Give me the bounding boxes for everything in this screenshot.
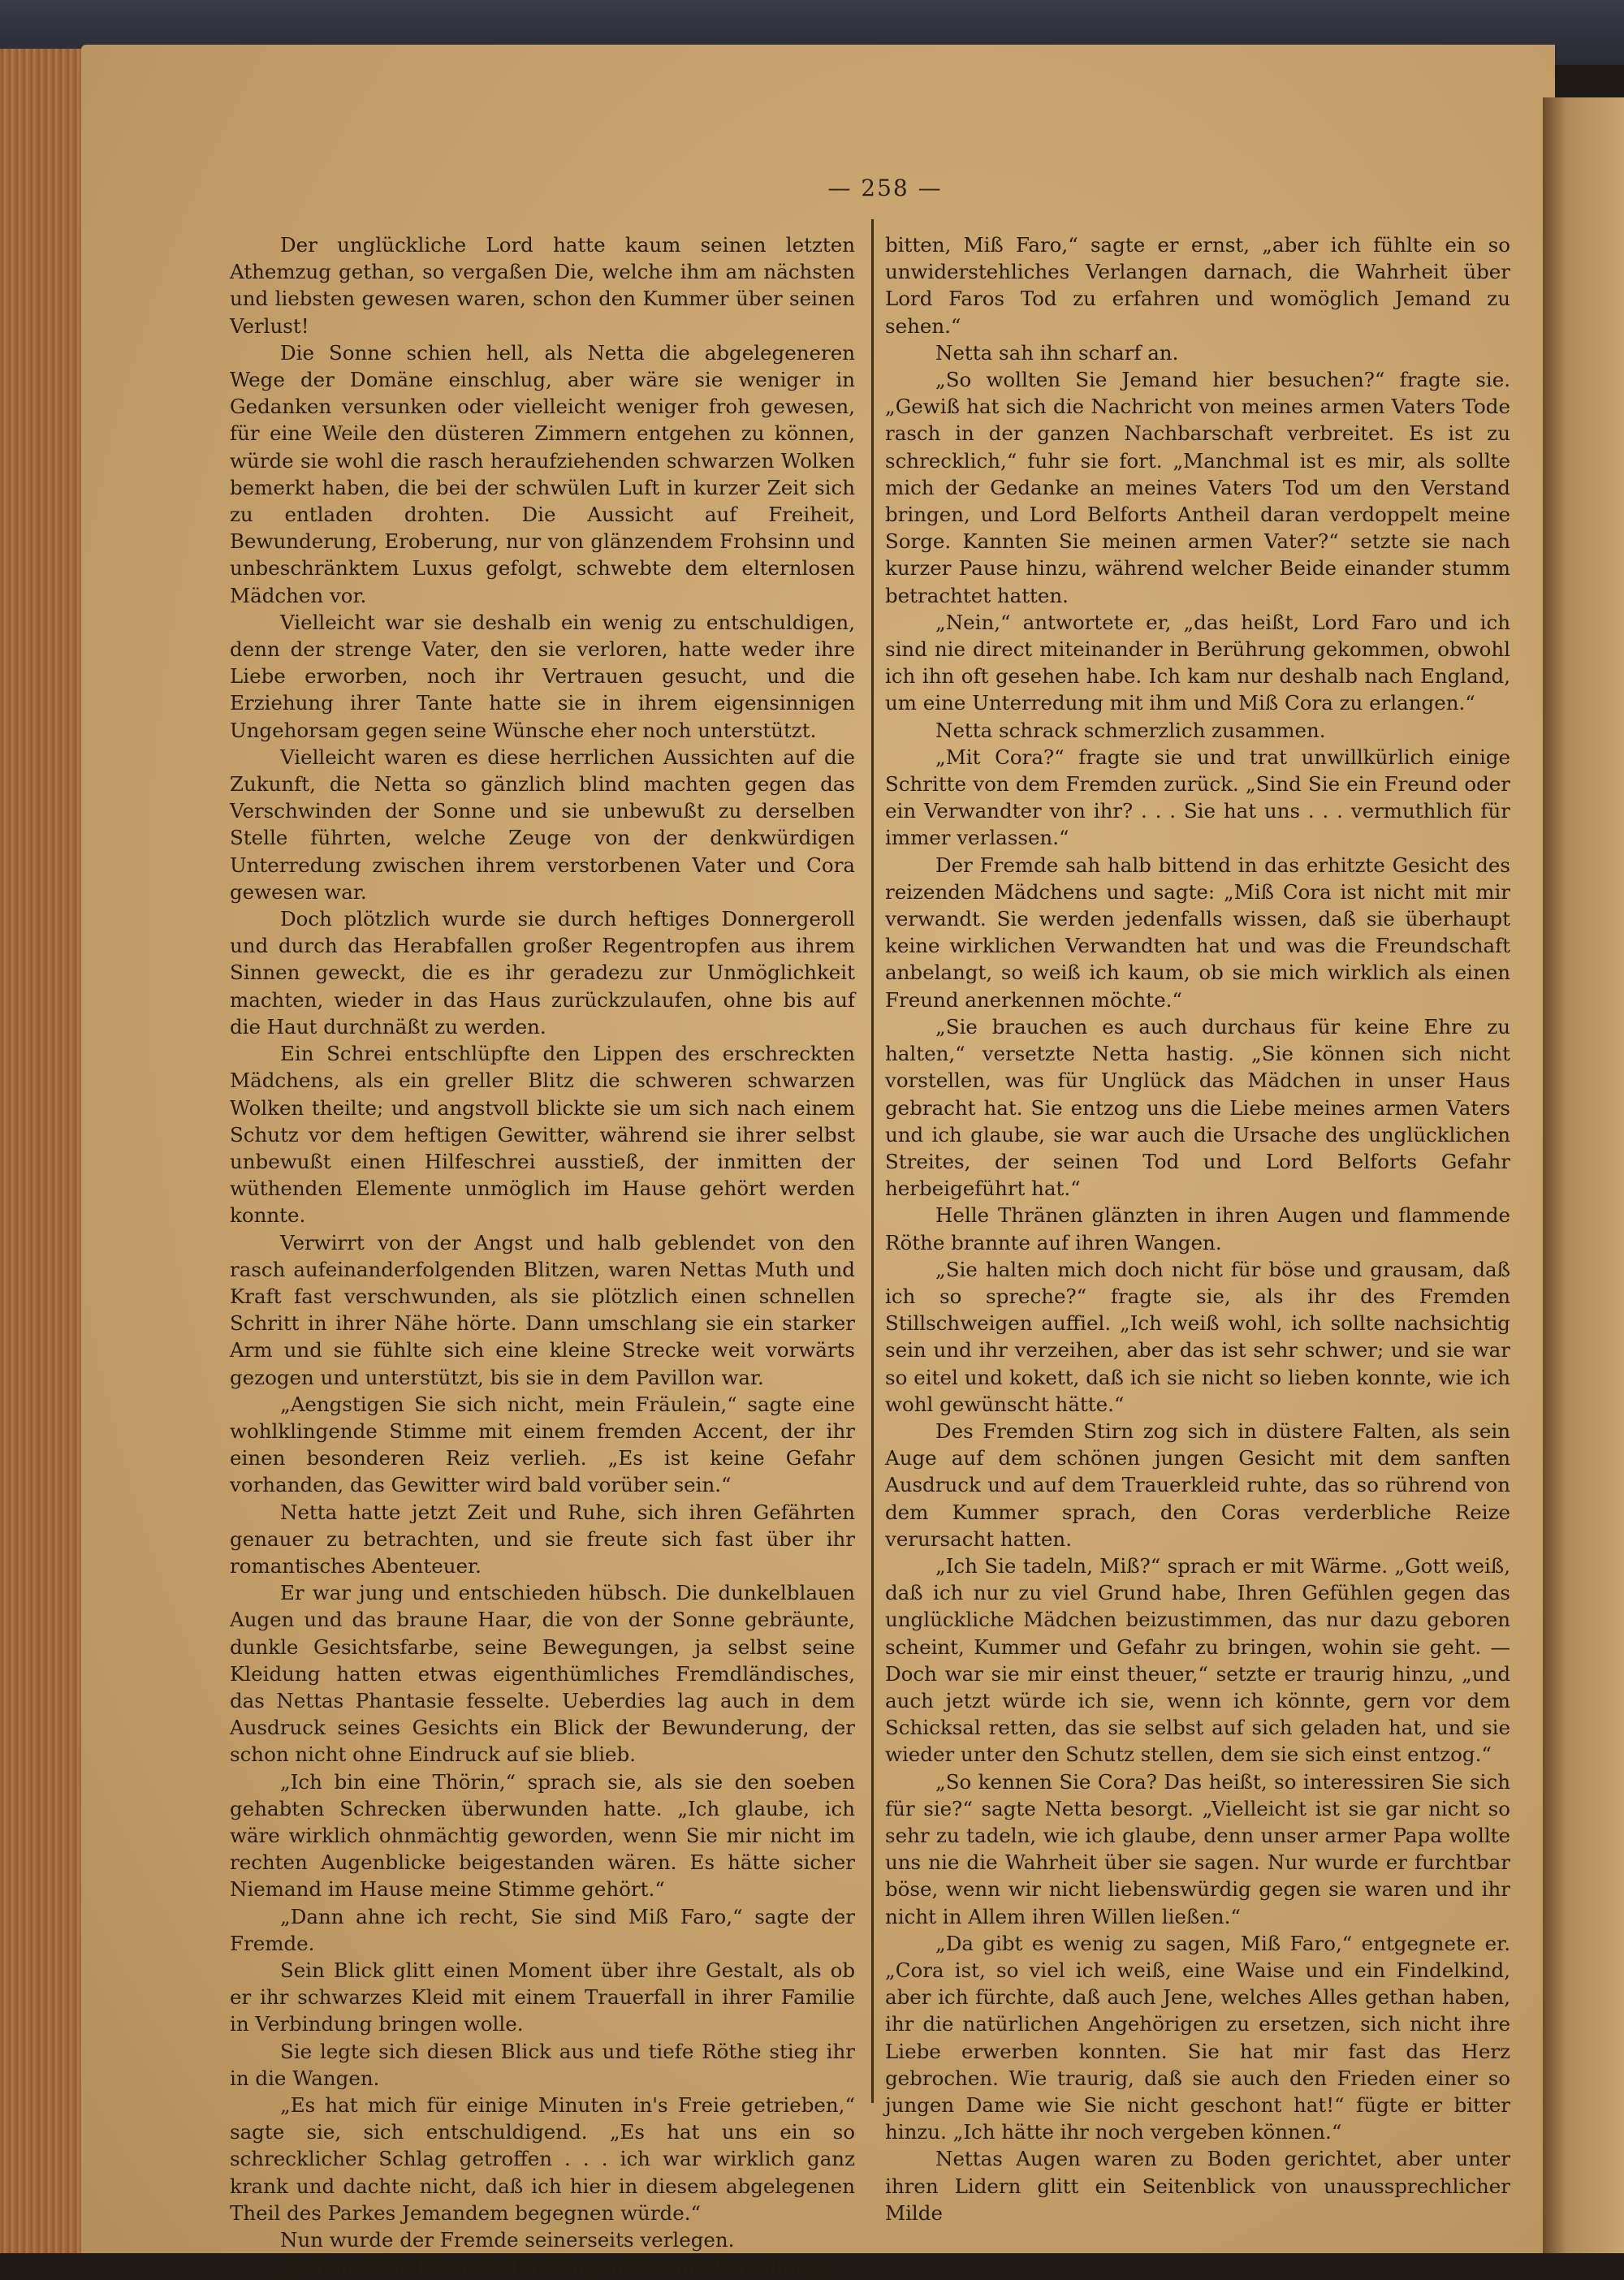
paragraph: Doch plötzlich wurde sie durch heftiges Donnergeroll und durch das Herabfallen großer Regentropfen aus ihrem Sinnen geweckt, die es ihr geradezu zur Unmöglichkeit machten, wieder in das Haus zurückzulaufen, ohne bis auf die Haut durchnäßt zu werden. <box>230 907 855 1039</box>
paragraph: „Aengstigen Sie sich nicht, mein Fräulein,“ sagte eine wohlklingende Stimme mit einem fremden Accent, der ihr einen besonderen Reiz verlieh. „Es ist keine Gefahr vorhanden, das Gewitter wird bald vorüber sein.“ <box>230 1392 855 1497</box>
paragraph: Der unglückliche Lord hatte kaum seinen letzten Athemzug gethan, so vergaßen Die, welche ihm am nächsten und liebsten gewesen waren, schon den Kummer über seinen Verlust! <box>230 233 855 338</box>
paragraph: „Da gibt es wenig zu sagen, Miß Faro,“ entgegnete er. „Cora ist, so viel ich weiß, eine Waise und ein Findelkind, aber ich fürchte, daß auch Jene, welches Alles gethan haben, ihr die natürlichen Angehörigen zu ersetzen, sich nicht ihre Liebe erwerben konnten. Sie hat mir fast das Herz gebrochen. Wie traurig, daß sie auch den Frieden einer so jungen Dame wie Sie nicht geschont hat!“ fügte er bitter hinzu. „Ich hätte ihr noch vergeben können.“ <box>885 1931 1510 2144</box>
paragraph: Nun wurde der Fremde seinerseits verlegen. <box>280 2228 735 2252</box>
column-divider <box>871 219 874 2103</box>
right-column <box>885 231 1510 2226</box>
paragraph: Helle Thränen glänzten in ihren Augen und flammende Röthe brannte auf ihren Wangen. <box>885 1203 1510 1254</box>
paragraph: Vielleicht waren es diese herrlichen Aussichten auf die Zukunft, die Netta so gänzlich blind machten gegen das Verschwinden der Sonne und sie unbewußt zu derselben Stelle führten, welche Zeuge von der denkwürdigen Unterredung zwischen ihrem verstorbenen Vater und Cora gewesen war. <box>230 745 855 904</box>
paragraph: Netta hatte jetzt Zeit und Ruhe, sich ihren Gefährten genauer zu betrachten, und sie freute sich fast über ihr romantisches Abenteuer. <box>230 1500 855 1578</box>
paragraph: Vielleicht war sie deshalb ein wenig zu entschuldigen, denn der strenge Vater, den sie verloren, hatte weder ihre Liebe erworben, noch ihr Vertrauen gesucht, und die Erziehung ihrer Tante hatte sie in ihrem eigensinnigen Ungehorsam gegen seine Wünsche eher noch unterstützt. <box>230 610 855 742</box>
paragraph: Verwirrt von der Angst und halb geblendet von den rasch aufeinanderfolgenden Blitzen, waren Nettas Muth und Kraft fast verschwunden, als sie plötzlich einen schnellen Schritt in ihrer Nähe hörte. Dann umschlang sie ein starker Arm und sie fühlte sich eine kleine Strecke weit vorwärts gezogen und unterstützt, bis sie in dem Pavillon war. <box>230 1230 855 1389</box>
paragraph: Des Fremden Stirn zog sich in düstere Falten, als sein Auge auf dem schönen jungen Gesicht mit dem sanften Ausdruck und auf dem Trauerkleid ruhte, das so rührend von dem Kummer sprach, den Coras verderbliche Reize verursacht hatten. <box>885 1419 1510 1551</box>
paragraph: „Sie brauchen es auch durchaus für keine Ehre zu halten,“ versetzte Netta hastig. „Sie können sich nicht vorstellen, was für Unglück das Mädchen in unser Haus gebracht hat. Sie entzog uns die Liebe meines armen Vaters und ich glaube, sie war auch die Ursache des unglücklichen Streites, der seinen Tod und Lord Belforts Gefahr herbeigeführt hat.“ <box>885 1014 1510 1201</box>
left-column <box>230 231 855 2280</box>
paragraph: „Ich bin eine Thörin,“ sprach sie, als sie den soeben gehabten Schrecken überwunden hatte. „Ich glaube, ich wäre wirklich ohnmächtig geworden, wenn Sie mir nicht im rechten Augenblicke beigestanden wären. Es hätte sicher Niemand im Hause meine Stimme gehört.“ <box>230 1769 855 1902</box>
paragraph: Ein Schrei entschlüpfte den Lippen des erschreckten Mädchens, als ein greller Blitz die schweren schwarzen Wolken theilte; und angstvoll blickte sie um sich nach einem Schutz vor dem heftigen Gewitter, während sie ihrer selbst unbewußt einen Hilfeschrei ausstieß, der inmitten der wüthenden Elemente unmöglich im Hause gehört werden konnte. <box>230 1042 855 1228</box>
paragraph: Die Sonne schien hell, als Netta die abgelegeneren Wege der Domäne einschlug, aber wäre sie weniger in Gedanken versunken oder vielleicht weniger froh gewesen, für eine Weile den düsteren Zimmern entgehen zu können, würde sie wohl die rasch heraufziehenden schwarzen Wolken bemerkt haben, die bei der schwülen Luft in kurzer Zeit sich zu entladen drohten. Die Aussicht auf Freiheit, Bewunderung, Eroberung, nur von glänzendem Frohsinn und unbeschränktem Luxus gefolgt, schwebte dem elternlosen Mädchen vor. <box>230 340 855 607</box>
paragraph: „Dann ahne ich recht, Sie sind Miß Faro,“ sagte der Fremde. <box>230 1904 855 1955</box>
paragraph: Der Fremde sah halb bittend in das erhitzte Gesicht des reizenden Mädchens und sagte: „Miß Cora ist nicht mit mir verwandt. Sie werden jedenfalls wissen, daß sie überhaupt keine wirklichen Verwandten hat und was die Freundschaft anbelangt, so weiß ich kaum, ob sie mich wirklich als einen Freund anerkennen möchte.“ <box>885 853 1510 1012</box>
paragraph: Sie legte sich diesen Blick aus und tiefe Röthe stieg ihr in die Wangen. <box>230 2039 855 2090</box>
paragraph: „Es hat mich für einige Minuten in's Freie getrieben,“ sagte sie, sich entschuldigend. „Es hat uns ein so schrecklicher Schlag getroffen . . . ich war wirklich ganz krank und dachte nicht, daß ich hier in diesem abgelegenen Theil des Parkes Jemandem begegnen würde.“ <box>230 2093 855 2225</box>
paragraph: Nettas Augen waren zu Boden gerichtet, aber unter ihren Lidern glitt ein Seitenblick von unaussprechlicher Milde <box>885 2147 1510 2225</box>
paragraph: bitten, Miß Faro,“ sagte er ernst, „aber ich fühlte ein so unwiderstehliches Verlangen darnach, die Wahrheit über Lord Faros Tod zu erfahren und womöglich Jemand zu sehen.“ <box>885 233 1510 338</box>
paragraph: „Nein,“ antwortete er, „das heißt, Lord Faro und ich sind nie direct miteinander in Berührung gekommen, obwohl ich ihn oft gesehen habe. Ich kam nur deshalb nach England, um eine Unterredung mit ihm und Miß Cora zu erlangen.“ <box>885 610 1510 715</box>
paragraph: Er war jung und entschieden hübsch. Die dunkelblauen Augen und das braune Haar, die von der Sonne gebräunte, dunkle Gesichtsfarbe, seine Bewegungen, ja selbst seine Kleidung hatten etwas eigenthümliches Fremdländisches, das Nettas Phantasie fesselte. Ueberdies lag auch in dem Ausdruck seines Gesichts ein Blick der Bewunderung, der schon nicht ohne Eindruck auf sie blieb. <box>230 1581 855 1767</box>
paragraph: „Sie halten mich doch nicht für böse und grausam, daß ich so spreche?“ fragte sie, als ihr des Fremden Stillschweigen auffiel. „Ich weiß wohl, ich sollte nachsichtig sein und ihr verzeihen, aber das ist sehr schwer; und sie war so eitel und kokett, daß ich sie nicht so lieben konnte, wie ich wohl gewünscht hätte.“ <box>885 1257 1510 1416</box>
paragraph: „Ich muß Sie für mein Eindringen hier um Verzeihung <box>280 2255 827 2279</box>
paragraph: „Mit Cora?“ fragte sie und trat unwillkürlich einige Schritte von dem Fremden zurück. „Sind Sie ein Freund oder ein Verwandter von ihr? . . . Sie hat uns . . . vermuthlich für immer verlassen.“ <box>885 745 1510 850</box>
page-number: — 258 — <box>827 175 943 201</box>
paragraph: „So kennen Sie Cora? Das heißt, so interessiren Sie sich für sie?“ sagte Netta besorgt. „Vielleicht ist sie gar nicht so sehr zu tadeln, wie ich glaube, denn unser armer Papa wollte uns nie die Wahrheit über sie sagen. Nur wurde er furchtbar böse, wenn wir nicht liebenswürdig gegen sie waren und ihr nicht in Allem ihren Willen ließen.“ <box>885 1769 1510 1928</box>
next-page-edge <box>1543 97 1624 2253</box>
paragraph: „Ich Sie tadeln, Miß?“ sprach er mit Wärme. „Gott weiß, daß ich nur zu viel Grund habe, Ihren Gefühlen gegen das unglückliche Mädchen beizustimmen, das nur dazu geboren scheint, Kummer und Gefahr zu bringen, wohin sie geht. — Doch war sie mir einst theuer,“ setzte er traurig hinzu, „und auch jetzt würde ich sie, wenn ich könnte, gern vor dem Schicksal retten, das sie selbst auf sich geladen hat, und sie wieder unter den Schutz stellen, dem sie sich einst entzog.“ <box>885 1553 1510 1767</box>
paragraph: Netta sah ihn scharf an. <box>935 340 1179 365</box>
paragraph: Sein Blick glitt einen Moment über ihre Gestalt, als ob er ihr schwarzes Kleid mit einem Trauerfall in ihrer Familie in Verbindung bringen wolle. <box>230 1958 855 2036</box>
paragraph: „So wollten Sie Jemand hier besuchen?“ fragte sie. „Gewiß hat sich die Nachricht von meines armen Vaters Tode rasch in der ganzen Nachbarschaft verbreitet. Es ist zu schrecklich,“ fuhr sie fort. „Manchmal ist es mir, als sollte mich der Gedanke an meines Vaters Tod um den Verstand bringen, und Lord Belforts Antheil daran verdoppelt meine Sorge. Kannten Sie meinen armen Vater?“ setzte sie nach kurzer Pause hinzu, während welcher Beide einander stumm betrachtet hatten. <box>885 368 1510 607</box>
page-edges <box>0 49 85 2253</box>
paragraph: Netta schrack schmerzlich zusammen. <box>935 718 1326 742</box>
